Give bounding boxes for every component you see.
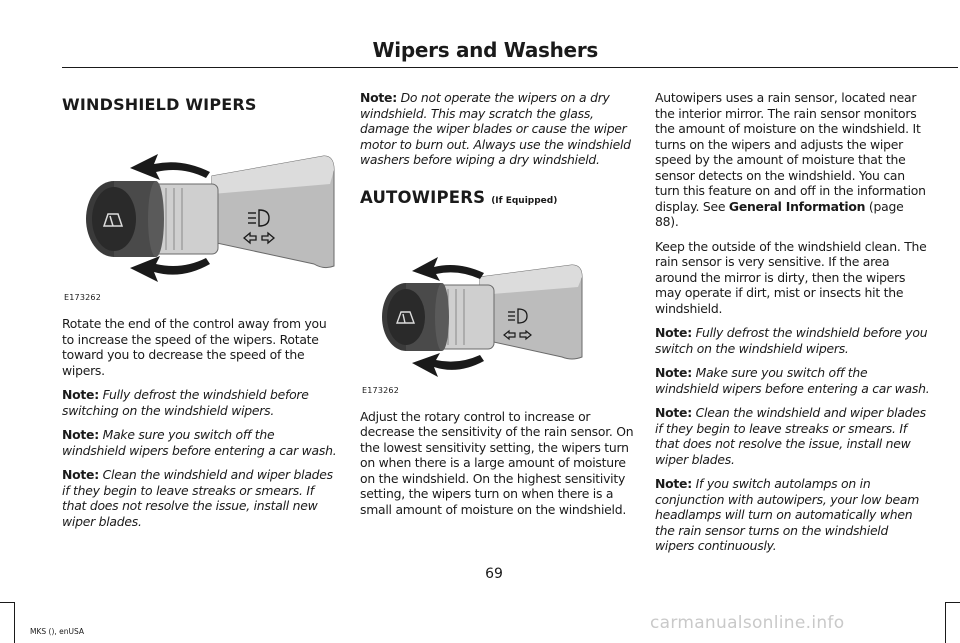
note-paragraph [360, 90, 635, 168]
header-rule [62, 67, 958, 68]
watermark: carmanualsonline.info [650, 613, 845, 633]
figure-code: E173262 [64, 293, 101, 302]
section-heading-autowipers [360, 188, 635, 207]
note-text: Clean the windshield and wiper blades if they begin to leave streaks or smears. If that does not resolve the issue, install new wiper blades. [655, 405, 926, 467]
intro-paragraph: Rotate the end of the control away from you to increase the speed of the wipers. Rotate toward you to decrease the speed of the wipers. [62, 316, 327, 378]
note-text: Do not operate the wipers on a dry windshield. This may scratch the glass, damage the wiper blades or cause the wiper motor to burn out. Always use the windshield washers before wiping a dry windshield. [360, 90, 631, 167]
crop-mark [0, 602, 14, 603]
note-label: Note: [62, 427, 99, 442]
edition-label: MKS (), enUSA [30, 627, 85, 636]
note-label: Note: [360, 90, 397, 105]
autowipers-body-paragraph: Adjust the rotary control to increase or decrease the sensitivity of the rain sensor. On the lowest sensitivity setting, the wipers turn on when there is a large amount of moisture on the windshield. On the highest sensitivity setting, the wipers turn on when there is a small amount of moisture on the windshield. [360, 408, 634, 517]
column-2 [360, 90, 635, 526]
rain-sensor-paragraph [655, 90, 930, 230]
arrow-down-icon [130, 256, 210, 282]
figure-code: E173262 [362, 385, 399, 395]
note-text: Fully defrost the windshield before switching on the windshield wipers. [62, 387, 309, 418]
note-text: Fully defrost the windshield before you switch on the windshield wipers. [655, 325, 928, 356]
wiper-stalk-icon [62, 114, 337, 304]
autowiper-control-figure [360, 217, 635, 397]
note-label: Note: [655, 365, 692, 380]
note-label: Note: [62, 387, 99, 402]
cross-reference-link[interactable]: General Information [728, 198, 866, 214]
wiper-control-figure [62, 114, 337, 304]
crop-mark [14, 602, 15, 643]
note-label: Note: [655, 476, 692, 491]
note-text: Make sure you switch off the windshield wipers before entering a car wash. [655, 365, 930, 396]
note-paragraph [655, 325, 930, 356]
note-label: Note: [655, 405, 692, 420]
column-3 [655, 90, 930, 563]
arrow-up-icon [412, 257, 484, 281]
keep-clean-paragraph: Keep the outside of the windshield clean. The rain sensor is very sensitive. If the area around the mirror is dirty, then the wipers may operate if dirt, mist or insects hit the windshield. [655, 238, 927, 316]
page-reference: (page 88). [655, 198, 904, 229]
section-heading-windshield-wipers: WINDSHIELD WIPERS [62, 95, 257, 114]
wiper-stalk-icon [360, 217, 635, 397]
note-label: Note: [655, 325, 692, 340]
page-number: 69 [485, 566, 503, 582]
note-paragraph [62, 427, 337, 458]
note-label: Note: [62, 467, 99, 482]
page-header-title: Wipers and Washers [372, 38, 598, 62]
note-paragraph [62, 467, 337, 529]
crop-mark [945, 602, 946, 643]
note-paragraph [655, 405, 930, 467]
crop-mark [946, 602, 960, 603]
arrow-down-icon [412, 353, 484, 377]
note-paragraph [62, 387, 337, 418]
note-text: Clean the windshield and wiper blades if they begin to leave streaks or smears. If that does not resolve the issue, install new wiper blades. [62, 467, 333, 529]
note-paragraph [655, 365, 930, 396]
column-1 [62, 90, 337, 538]
rain-sensor-text: Autowipers uses a rain sensor, located near the interior mirror. The rain sensor monitors the amount of moisture on the windshield. It turns on the wipers and adjusts the wiper speed by the amount of moisture that the sensor detects on the windshield. You can turn this feature on and off in the information display. See [655, 90, 926, 214]
note-text: Make sure you switch off the windshield wipers before entering a car wash. [62, 427, 337, 458]
heading-qualifier: (If Equipped) [491, 195, 558, 206]
note-paragraph [655, 476, 930, 554]
arrow-up-icon [130, 154, 210, 180]
note-text: If you switch autolamps on in conjunction with autowipers, your low beam headlamps will turn on automatically when the rain sensor turns on the windshield wipers continuously. [655, 476, 920, 553]
autowipers-heading-text: AUTOWIPERS [360, 187, 486, 207]
